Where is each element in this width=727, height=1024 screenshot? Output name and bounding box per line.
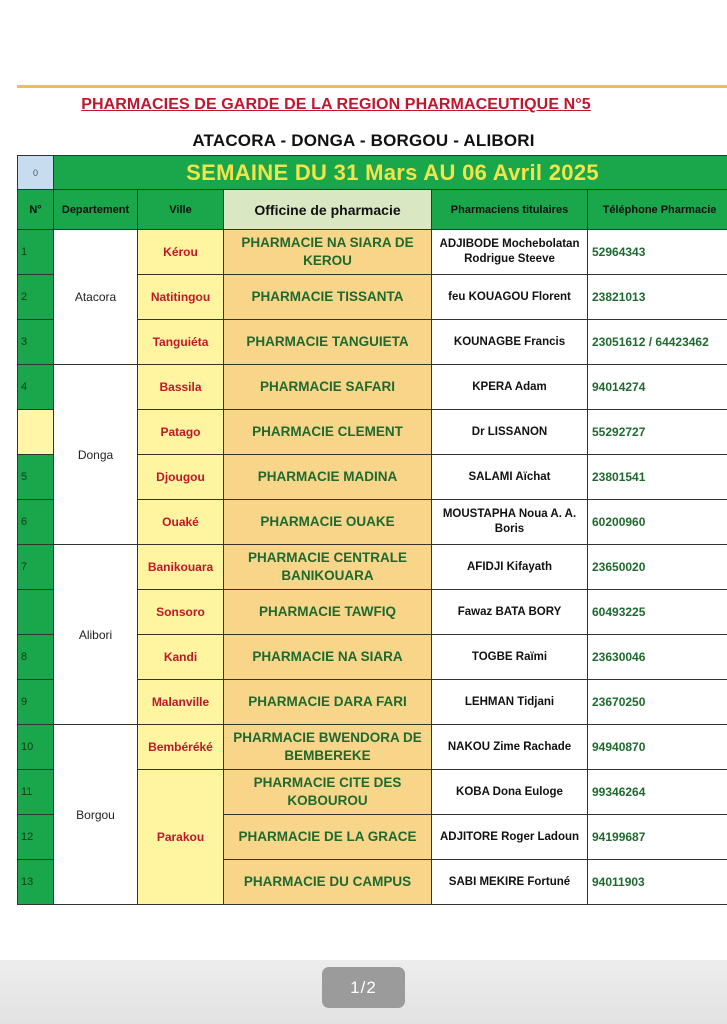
row-number: 1 xyxy=(18,230,54,275)
ville-cell: Natitingou xyxy=(138,275,224,320)
ville-cell: Kandi xyxy=(138,635,224,680)
titulaire-cell: AFIDJI Kifayath xyxy=(432,545,588,590)
ville-cell: Bembéréké xyxy=(138,725,224,770)
telephone-cell: 60493225 xyxy=(588,590,727,635)
telephone-cell: 23650020 xyxy=(588,545,727,590)
header-telephone: Téléphone Pharmacie xyxy=(588,190,727,230)
titulaire-cell: SABI MEKIRE Fortuné xyxy=(432,860,588,905)
header-rule xyxy=(17,85,727,88)
telephone-cell: 94199687 xyxy=(588,815,727,860)
week-banner-row xyxy=(18,156,727,190)
ville-cell: Parakou xyxy=(138,770,224,905)
row-number: 5 xyxy=(18,455,54,500)
telephone-cell: 60200960 xyxy=(588,500,727,545)
titulaire-cell: KOUNAGBE Francis xyxy=(432,320,588,365)
titulaire-cell: KPERA Adam xyxy=(432,365,588,410)
officine-cell: PHARMACIE CLEMENT xyxy=(224,410,432,455)
row-number xyxy=(18,410,54,455)
row-number: 10 xyxy=(18,725,54,770)
ville-cell: Malanville xyxy=(138,680,224,725)
header-titulaires: Pharmaciens titulaires xyxy=(432,190,588,230)
departement-borgou: Borgou xyxy=(54,725,138,905)
titulaire-cell: SALAMI Aïchat xyxy=(432,455,588,500)
titulaire-cell: ADJIBODE Mochebolatan Rodrigue Steeve xyxy=(432,230,588,275)
officine-cell: PHARMACIE TISSANTA xyxy=(224,275,432,320)
column-header-row xyxy=(18,190,727,230)
table-row xyxy=(18,725,727,770)
officine-cell: PHARMACIE CITE DES KOBOUROU xyxy=(224,770,432,815)
officine-cell: PHARMACIE BWENDORA DE BEMBEREKE xyxy=(224,725,432,770)
table-row xyxy=(18,365,727,410)
row-number: 4 xyxy=(18,365,54,410)
row-number xyxy=(18,590,54,635)
header-ville: Ville xyxy=(138,190,224,230)
officine-cell: PHARMACIE MADINA xyxy=(224,455,432,500)
telephone-cell: 94014274 xyxy=(588,365,727,410)
officine-cell: PHARMACIE OUAKE xyxy=(224,500,432,545)
ville-cell: Bassila xyxy=(138,365,224,410)
titulaire-cell: LEHMAN Tidjani xyxy=(432,680,588,725)
header-officine: Officine de pharmacie xyxy=(224,190,432,230)
telephone-cell: 23051612 / 64423462 xyxy=(588,320,727,365)
telephone-cell: 23821013 xyxy=(588,275,727,320)
departement-donga: Donga xyxy=(54,365,138,545)
week-index-cell: 0 xyxy=(18,156,54,190)
officine-cell: PHARMACIE NA SIARA xyxy=(224,635,432,680)
ville-cell: Patago xyxy=(138,410,224,455)
titulaire-cell: MOUSTAPHA Noua A. A. Boris xyxy=(432,500,588,545)
pharmacy-roster-table xyxy=(17,155,727,905)
table-row xyxy=(18,230,727,275)
departement-atacora: Atacora xyxy=(54,230,138,365)
telephone-cell: 52964343 xyxy=(588,230,727,275)
row-number: 2 xyxy=(18,275,54,320)
header-num: N° xyxy=(18,190,54,230)
telephone-cell: 23630046 xyxy=(588,635,727,680)
ville-cell: Banikouara xyxy=(138,545,224,590)
telephone-cell: 23801541 xyxy=(588,455,727,500)
officine-cell: PHARMACIE DARA FARI xyxy=(224,680,432,725)
document-title: PHARMACIES DE GARDE DE LA REGION PHARMACEUTIQUE N°5 xyxy=(81,96,591,113)
header-departement: Departement xyxy=(54,190,138,230)
titulaire-cell: TOGBE Raïmi xyxy=(432,635,588,680)
week-banner: SEMAINE DU 31 Mars AU 06 Avril 2025 xyxy=(54,156,727,190)
officine-cell: PHARMACIE DU CAMPUS xyxy=(224,860,432,905)
titulaire-cell: feu KOUAGOU Florent xyxy=(432,275,588,320)
ville-cell: Djougou xyxy=(138,455,224,500)
row-number: 11 xyxy=(18,770,54,815)
titulaire-cell: KOBA Dona Euloge xyxy=(432,770,588,815)
telephone-cell: 94011903 xyxy=(588,860,727,905)
row-number: 3 xyxy=(18,320,54,365)
officine-cell: PHARMACIE CENTRALE BANIKOUARA xyxy=(224,545,432,590)
ville-cell: Ouaké xyxy=(138,500,224,545)
titulaire-cell: Dr LISSANON xyxy=(432,410,588,455)
telephone-cell: 94940870 xyxy=(588,725,727,770)
telephone-cell: 23670250 xyxy=(588,680,727,725)
titulaire-cell: NAKOU Zime Rachade xyxy=(432,725,588,770)
ville-cell: Tanguiéta xyxy=(138,320,224,365)
row-number: 8 xyxy=(18,635,54,680)
officine-cell: PHARMACIE SAFARI xyxy=(224,365,432,410)
page-indicator[interactable]: 1/2 xyxy=(322,967,405,1008)
officine-cell: PHARMACIE DE LA GRACE xyxy=(224,815,432,860)
titulaire-cell: Fawaz BATA BORY xyxy=(432,590,588,635)
row-number: 6 xyxy=(18,500,54,545)
regions-subtitle: ATACORA - DONGA - BORGOU - ALIBORI xyxy=(192,131,535,150)
departement-alibori: Alibori xyxy=(54,545,138,725)
row-number: 12 xyxy=(18,815,54,860)
titulaire-cell: ADJITORE Roger Ladoun xyxy=(432,815,588,860)
row-number: 7 xyxy=(18,545,54,590)
row-number: 9 xyxy=(18,680,54,725)
telephone-cell: 99346264 xyxy=(588,770,727,815)
row-number: 13 xyxy=(18,860,54,905)
officine-cell: PHARMACIE TANGUIETA xyxy=(224,320,432,365)
telephone-cell: 55292727 xyxy=(588,410,727,455)
table-row xyxy=(18,545,727,590)
officine-cell: PHARMACIE TAWFIQ xyxy=(224,590,432,635)
ville-cell: Sonsoro xyxy=(138,590,224,635)
ville-cell: Kérou xyxy=(138,230,224,275)
officine-cell: PHARMACIE NA SIARA DE KEROU xyxy=(224,230,432,275)
